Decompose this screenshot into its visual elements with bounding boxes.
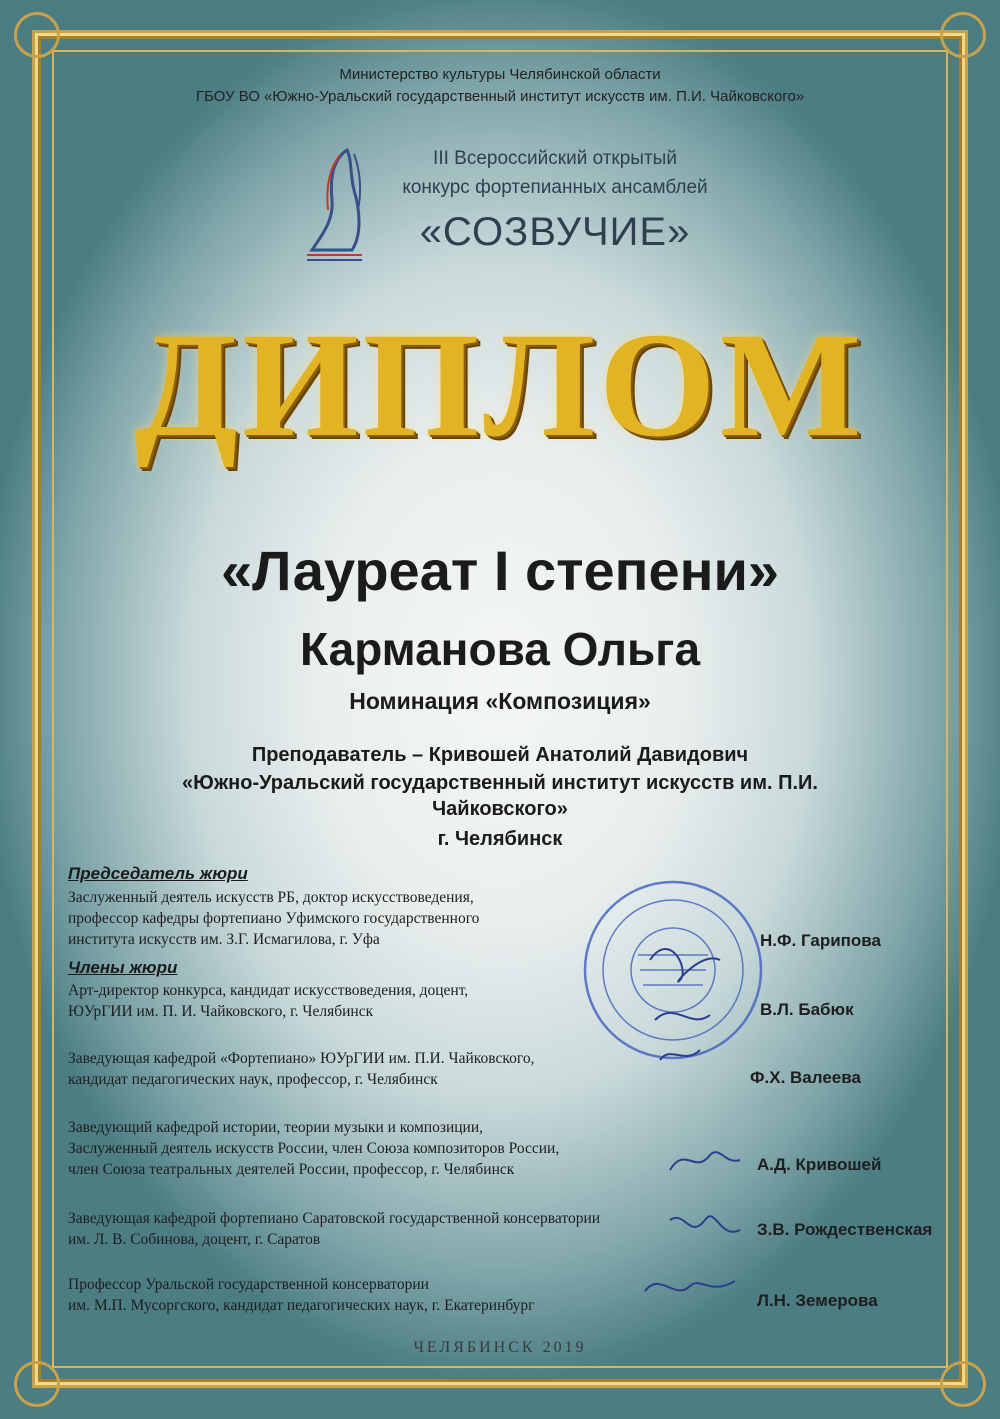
jury-member-2 xyxy=(68,1048,534,1090)
piano-logo-icon xyxy=(292,140,392,270)
jury-text-line: Арт-директор конкурса, кандидат искусствоведения, доцент, xyxy=(68,982,469,999)
teacher-line: Преподаватель – Кривошей Анатолий Давидович xyxy=(251,744,749,766)
ministry-line: Министерство культуры Челябинской области xyxy=(339,66,661,83)
jury-text-line: профессор кафедры фортепиано Уфимского государственного xyxy=(68,910,480,927)
nomination: Номинация «Композиция» xyxy=(349,688,651,714)
jury-text-line: им. М.П. Мусоргского, кандидат педагогических наук, г. Екатеринбург xyxy=(68,1297,535,1314)
signatory-name: В.Л. Бабюк xyxy=(760,1000,854,1019)
frame-corner-ornament xyxy=(14,1361,60,1407)
jury-text-line: Заведующая кафедрой «Фортепиано» ЮУрГИИ им. П.И. Чайковского, xyxy=(68,1050,535,1067)
signature-icon xyxy=(640,920,730,1070)
city-line: г. Челябинск xyxy=(437,828,563,850)
jury-member-4 xyxy=(68,1208,600,1250)
jury-text-line: Заведующий кафедрой истории, теории музыки и композиции, xyxy=(68,1119,484,1136)
signatory-name: Н.Ф. Гарипова xyxy=(760,931,881,950)
signatory-name: Л.Н. Земерова xyxy=(757,1291,878,1310)
jury-text-line: ЮУрГИИ им. П. И. Чайковского, г. Челябинск xyxy=(68,1003,374,1020)
jury-text-line: Заслуженный деятель искусств РБ, доктор искусствоведения, xyxy=(68,889,474,906)
jury-text-line: Заведующая кафедрой фортепиано Саратовской государственной консерватории xyxy=(68,1210,601,1227)
jury-chair-description xyxy=(68,887,479,950)
signature-icon xyxy=(665,1200,745,1250)
jury-text-line: института искусств им. З.Г. Исмагилова, г. Уфа xyxy=(68,931,380,948)
jury-text-line: Профессор Уральской государственной консерватории xyxy=(68,1276,429,1293)
signatory-name: А.Д. Кривошей xyxy=(757,1155,882,1174)
signatory-name: З.В. Рождественская xyxy=(757,1220,933,1239)
frame-corner-ornament xyxy=(14,12,60,58)
jury-chair-heading: Председатель жюри xyxy=(68,864,248,883)
jury-members-heading: Члены жюри xyxy=(68,958,178,977)
signature-icon xyxy=(665,1140,745,1180)
jury-text-line: кандидат педагогических наук, профессор, г. Челябинск xyxy=(68,1071,438,1088)
institute-line: ГБОУ ВО «Южно-Уральский государственный институт искусств им. П.И. Чайковского» xyxy=(195,88,805,105)
institution-line-1: «Южно-Уральский государственный институт искусств им. П.И. xyxy=(181,772,818,794)
footer-city-year: ЧЕЛЯБИНСК 2019 xyxy=(413,1339,587,1356)
institution-line-2: Чайковского» xyxy=(432,798,568,820)
frame-corner-ornament xyxy=(940,1361,986,1407)
signature-icon xyxy=(640,1266,740,1306)
jury-member-3 xyxy=(68,1117,559,1180)
recipient-name: Карманова Ольга xyxy=(299,623,701,675)
jury-text-line: им. Л. В. Собинова, доцент, г. Саратов xyxy=(68,1231,321,1248)
signatory-name: Ф.Х. Валеева xyxy=(750,1068,861,1087)
diploma-title: ДИПЛОМ xyxy=(134,302,866,468)
contest-line-1: III Всероссийский открытый xyxy=(433,148,677,169)
contest-name: «СОЗВУЧИЕ» xyxy=(419,210,691,254)
jury-text-line: член Союза театральных деятелей России, профессор, г. Челябинск xyxy=(68,1161,515,1178)
jury-member-1 xyxy=(68,980,468,1022)
contest-line-2: конкурс фортепианных ансамблей xyxy=(402,177,708,198)
frame-corner-ornament xyxy=(940,12,986,58)
jury-member-5 xyxy=(68,1274,535,1316)
laureate-title: «Лауреат I степени» xyxy=(220,539,780,602)
jury-text-line: Заслуженный деятель искусств России, член Союза композиторов России, xyxy=(68,1140,560,1157)
